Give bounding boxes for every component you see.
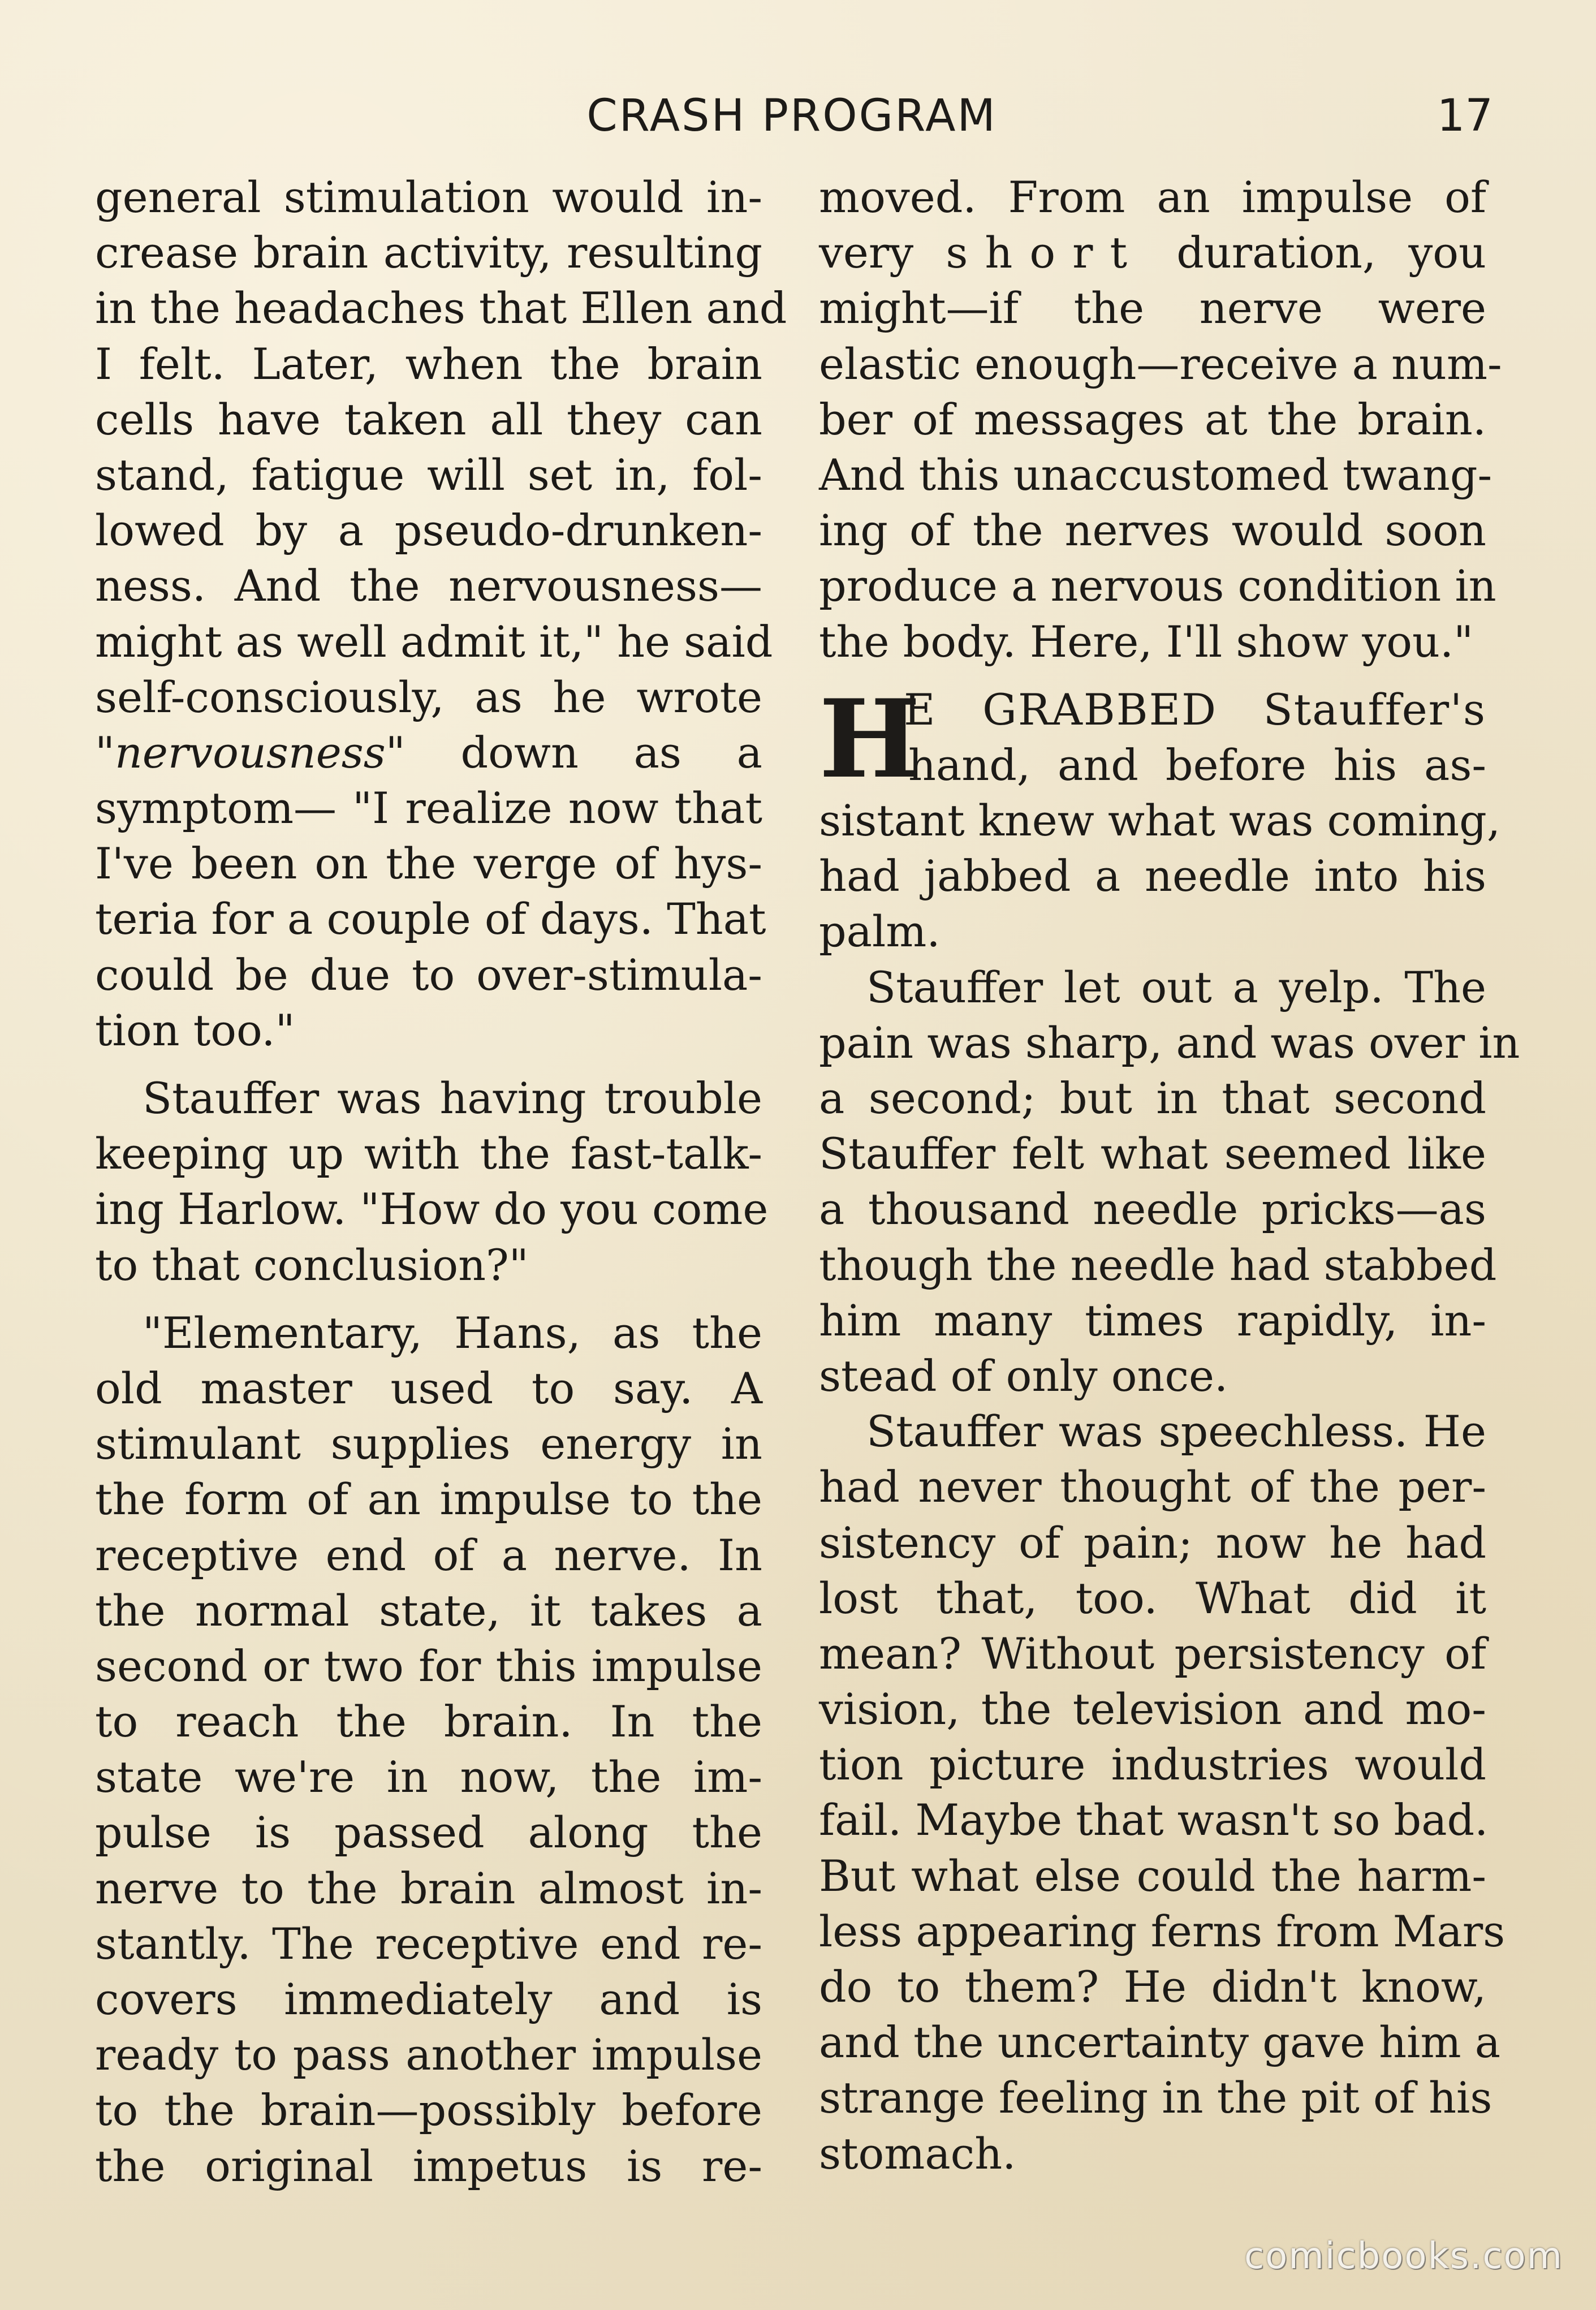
text-fragment: very [819, 227, 914, 278]
text-line: ber of messages at the brain. [819, 394, 1486, 445]
text-line: E GRABBED Stauffer's [904, 684, 1486, 735]
text-line: stomach. [819, 2128, 1016, 2179]
text-line: Stauffer let out a yelp. The [866, 962, 1486, 1012]
text-line [95, 725, 762, 781]
italic-word: "nervousness" [95, 727, 406, 778]
text-line: ness. And the nervousness— [95, 561, 762, 611]
text-line: do to them? He didn't know, [819, 1962, 1486, 2012]
text-line: stimulant supplies energy in [95, 1419, 762, 1469]
watermark: comicbooks.com [1244, 2235, 1563, 2277]
text-line: ready to pass another impulse [95, 2029, 762, 2080]
paragraph [819, 675, 1500, 960]
text-line: might as well admit it," he said [95, 616, 773, 667]
text-line: nerve to the brain almost in- [95, 1863, 762, 1913]
text-line: might—if the nerve were [819, 283, 1486, 334]
text-line: and the uncertainty gave him a [819, 2017, 1501, 2068]
drop-cap: H [819, 675, 921, 802]
text-line: crease brain activity, resulting [95, 227, 762, 278]
text-fragment: down as a [460, 727, 762, 778]
text-line: had jabbed a needle into his [819, 851, 1486, 902]
text-line: mean? Without persistency of [819, 1628, 1486, 1679]
text-line: covers immediately and is [95, 1974, 762, 2024]
text-line: teria for a couple of days. That [95, 894, 766, 945]
text-line: "Elementary, Hans, as the [143, 1307, 762, 1358]
text-line: to reach the brain. In the [95, 1696, 762, 1747]
text-line: less appearing ferns from Mars [819, 1906, 1506, 1956]
text-line: sistant knew what was coming, [819, 795, 1500, 846]
text-line: sistency of pain; now he had [819, 1517, 1486, 1568]
text-line: produce a nervous condition in [819, 561, 1496, 611]
text-line: the body. Here, I'll show you." [819, 616, 1474, 667]
text-line: had never thought of the per- [819, 1462, 1486, 1512]
text-line: receptive end of a nerve. In [95, 1529, 762, 1580]
text-line: keeping up with the fast-talk- [95, 1128, 762, 1179]
text-line: a second; but in that second [819, 1073, 1486, 1123]
text-line: him many times rapidly, in- [819, 1295, 1486, 1346]
right-column [819, 170, 1520, 2182]
paragraph [95, 1305, 762, 2194]
text-line: cells have taken all they can [95, 394, 762, 445]
text-line: the original impetus is re- [95, 2140, 762, 2191]
page-number: 17 [1437, 90, 1493, 141]
text-line: a thousand needle pricks—as [819, 1184, 1486, 1235]
text-line: I've been on the verge of hys- [95, 838, 762, 889]
text-line: Stauffer felt what seemed like [819, 1128, 1486, 1179]
text-line: ing of the nerves would soon [819, 505, 1486, 556]
paragraph [95, 1071, 769, 1293]
text-line: But what else could the harm- [819, 1850, 1486, 1901]
text-line: I felt. Later, when the brain [95, 338, 762, 389]
text-fragment: duration, you [1176, 227, 1486, 278]
paragraph [95, 170, 787, 1058]
text-line: though the needle had stabbed [819, 1239, 1497, 1290]
text-line: stead of only once. [819, 1350, 1228, 1401]
text-line: tion picture industries would [819, 1739, 1486, 1790]
text-line: pulse is passed along the [95, 1807, 762, 1858]
text-line: self-consciously, as he wrote [95, 671, 762, 722]
text-line: lowed by a pseudo-drunken- [95, 505, 762, 556]
text-line: strange feeling in the pit of his [819, 2072, 1493, 2123]
text-line: in the headaches that Ellen and [95, 283, 787, 334]
paragraph [819, 1404, 1506, 2182]
text-line: general stimulation would in- [95, 172, 762, 222]
text-line: lost that, too. What did it [819, 1572, 1486, 1623]
paragraph-gap [95, 1293, 762, 1305]
text-line: elastic enough—receive a num- [819, 338, 1502, 389]
text-line: could be due to over-stimula- [95, 949, 762, 1000]
text-line: stand, fatigue will set in, fol- [95, 449, 762, 500]
text-line: Stauffer was having trouble [143, 1073, 762, 1123]
text-line: to that conclusion?" [95, 1239, 529, 1290]
text-line: state we're in now, the im- [95, 1752, 762, 1803]
letterspaced-word: short [946, 227, 1144, 278]
text-line: to the brain—possibly before [95, 2085, 762, 2136]
text-line: fail. Maybe that wasn't so bad. [819, 1795, 1489, 1846]
text-line: the form of an impulse to the [95, 1474, 762, 1525]
text-line: the normal state, it takes a [95, 1585, 762, 1636]
left-column [95, 170, 787, 2194]
text-line: ing Harlow. "How do you come [95, 1184, 769, 1235]
text-line: vision, the television and mo- [819, 1684, 1486, 1735]
text-line: And this unaccustomed twang- [819, 449, 1493, 500]
text-line: hand, and before his as- [908, 739, 1486, 790]
paragraph [819, 960, 1520, 1404]
text-line: stantly. The receptive end re- [95, 1918, 762, 1969]
running-title: CRASH PROGRAM [586, 90, 997, 141]
text-line: tion too." [95, 1005, 295, 1055]
page-header [90, 90, 1493, 153]
text-line [819, 225, 1486, 281]
text-line: second or two for this impulse [95, 1640, 762, 1691]
text-line: symptom— "I realize now that [95, 783, 762, 834]
text-line: moved. From an impulse of [819, 172, 1486, 222]
text-line: Stauffer was speechless. He [866, 1406, 1486, 1457]
text-line: pain was sharp, and was over in [819, 1017, 1520, 1068]
text-line: old master used to say. A [95, 1363, 762, 1413]
paragraph-gap [95, 1058, 762, 1071]
text-line: palm. [819, 906, 941, 957]
paragraph [819, 170, 1502, 670]
